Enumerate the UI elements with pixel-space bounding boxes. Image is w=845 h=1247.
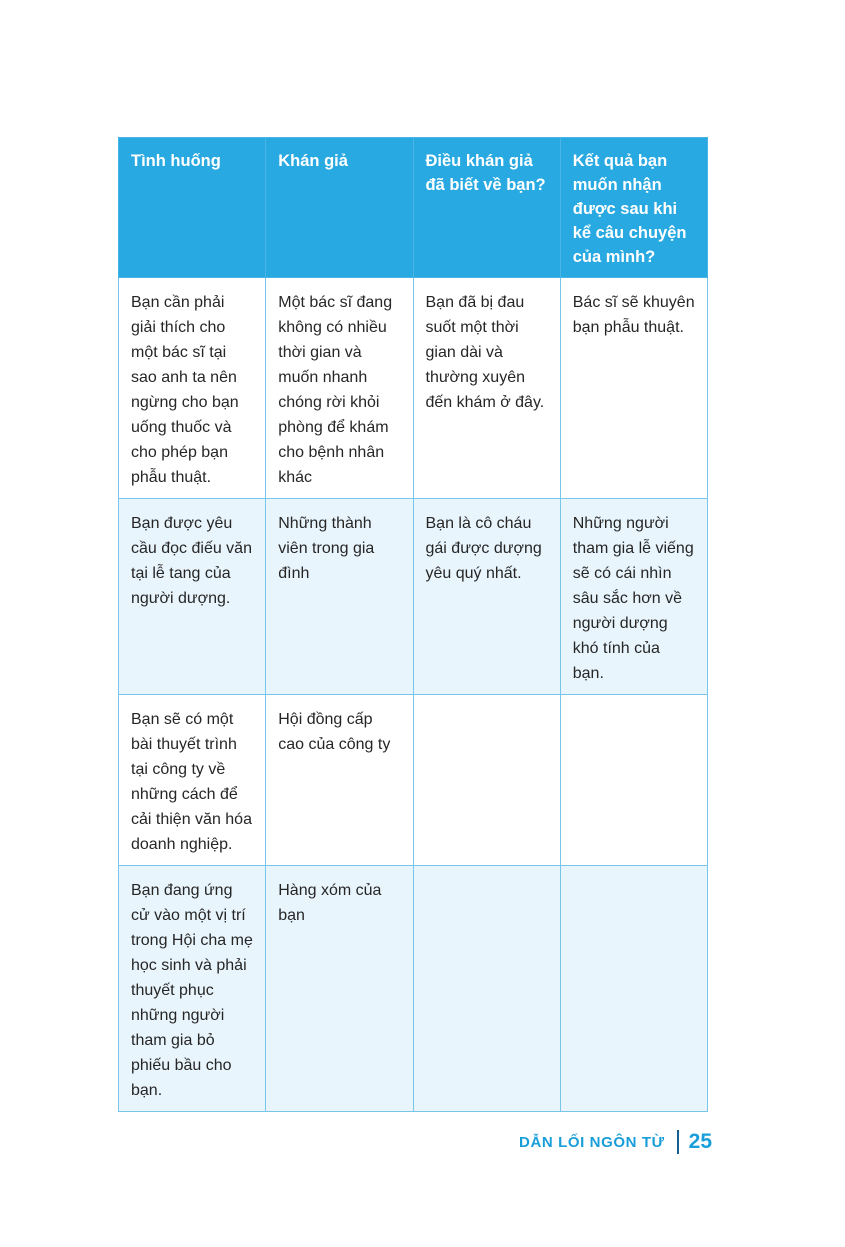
table-row	[119, 866, 708, 1112]
page-footer	[519, 1130, 712, 1154]
table-cell	[413, 695, 560, 866]
table-cell: Hội đồng cấp cao của công ty	[266, 695, 413, 866]
table-cell	[413, 866, 560, 1112]
table-row	[119, 695, 708, 866]
table-cell: Một bác sĩ đang không có nhiều thời gian và muốn nhanh chóng rời khỏi phòng để khám cho bệnh nhân khác	[266, 278, 413, 499]
header-cell-audience: Khán giả	[266, 138, 413, 278]
table-cell: Bạn đang ứng cử vào một vị trí trong Hội cha mẹ học sinh và phải thuyết phục những người tham gia bỏ phiếu bầu cho bạn.	[119, 866, 266, 1112]
page-number: 25	[688, 1130, 712, 1153]
header-cell-known: Điều khán giả đã biết về bạn?	[413, 138, 560, 278]
table-cell: Bạn là cô cháu gái được dượng yêu quý nhất.	[413, 499, 560, 695]
table-row	[119, 278, 708, 499]
table-cell: Bạn đã bị đau suốt một thời gian dài và thường xuyên đến khám ở đây.	[413, 278, 560, 499]
table-cell: Hàng xóm của bạn	[266, 866, 413, 1112]
table-cell: Những người tham gia lễ viếng sẽ có cái nhìn sâu sắc hơn về người dượng khó tính của bạn.	[560, 499, 707, 695]
table-cell: Những thành viên trong gia đình	[266, 499, 413, 695]
table-cell: Bác sĩ sẽ khuyên bạn phẫu thuật.	[560, 278, 707, 499]
table-row	[119, 499, 708, 695]
table-cell	[560, 695, 707, 866]
footer-separator	[677, 1130, 679, 1154]
header-row	[119, 138, 708, 278]
audience-table	[118, 137, 708, 1112]
table-cell: Bạn được yêu cầu đọc điếu văn tại lễ tang của người dượng.	[119, 499, 266, 695]
book-title: DẪN LỐI NGÔN TỪ	[519, 1133, 665, 1151]
header-cell-result: Kết quả bạn muốn nhận được sau khi kể câu chuyện của mình?	[560, 138, 707, 278]
table-cell: Bạn cần phải giải thích cho một bác sĩ tại sao anh ta nên ngừng cho bạn uống thuốc và cho phép bạn phẫu thuật.	[119, 278, 266, 499]
table-cell	[560, 866, 707, 1112]
table-cell: Bạn sẽ có một bài thuyết trình tại công ty về những cách để cải thiện văn hóa doanh nghiệp.	[119, 695, 266, 866]
header-cell-situation: Tình huống	[119, 138, 266, 278]
